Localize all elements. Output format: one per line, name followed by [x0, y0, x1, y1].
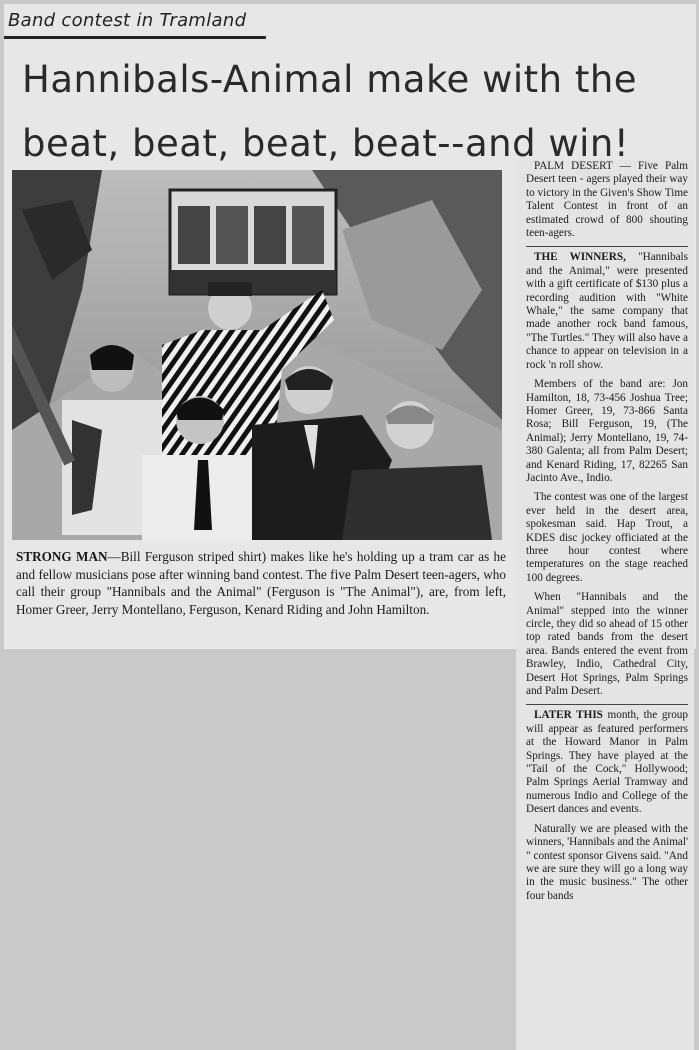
article-paragraph: [526, 251, 688, 372]
tram-car: [170, 190, 336, 294]
article-paragraph: The contest was one of the largest ever held in the desert area, spokesman said. Hap Trout, a KDES disc jockey officiated at the three hour contest where temperatures on the stage reached 100 degrees.: [526, 491, 688, 584]
section-kicker: Band contest in Tramland: [8, 10, 247, 31]
article-paragraph: Members of the band are: Jon Hamilton, 18, 73-456 Joshua Tree; Homer Greer, 19, 73-866 Santa Rosa; Bill Ferguson, 19, (The Animal); Jerry Montellano, 19, 74-380 Galenta; all from Palm Desert; and Kenard Riding, 17, 82265 San Jacinto Ave., Indio.: [526, 378, 688, 484]
headline-line-2: beat, beat, beat, beat--and win!: [22, 122, 630, 165]
paragraph-divider: [526, 246, 688, 247]
article-paragraph: [526, 709, 688, 816]
caption-text: —Bill Ferguson striped shirt) makes like he's holding up a tram car as he and fellow musicians pose after winning band contest. The five Palm Desert teen-agers, who call their group "Hannibals and the Animal" (Ferguson is "The Animal"), are, from left, Homer Greer, Jerry Montellano, Ferguson, Kenard Riding and John Hamilton.: [16, 549, 506, 617]
article-body: [526, 160, 688, 909]
band-photo: [12, 170, 502, 540]
paragraph-lead-in: THE WINNERS,: [534, 251, 626, 264]
article-paragraph: When "Hannibals and the Animal" stepped into the winner circle, they did so ahead of 15 other top rated bands from the desert area. Bands entered the event from Brawley, Indio, Cathedral City, Desert Hot Springs, Palm Springs and Palm Desert.: [526, 591, 688, 698]
article-paragraph: Naturally we are pleased with the winners, 'Hannibals and the Animal' " contest sponsor Givens said. "And we are sure they will go a long way in the music business." The other four bands: [526, 822, 688, 902]
paragraph-text: "Hannibals and the Animal," were presented with a gift certificate of $130 plus a recording audition with "White Whale," the same company that made another rock band famous, "The Turtles." They will also have a chance to appear on television in a rock 'n roll show.: [526, 251, 688, 371]
paragraph-text: month, the group will appear as featured performers at the Howard Manor in Palm Springs. They have played at the "Tail of the Cock," Hollywood; Palm Springs Aerial Tramway and numerous Indio and College of the Desert dances and events.: [526, 709, 688, 816]
headline: [22, 48, 672, 176]
kicker-underline: [4, 36, 266, 39]
paragraph-lead-in: LATER THIS: [534, 709, 603, 722]
band-photo-image: [12, 170, 502, 540]
headline-line-1: Hannibals-Animal make with the: [22, 58, 638, 101]
article-paragraph: PALM DESERT — Five Palm Desert teen - agers played their way to victory in the Given's Show Time Talent Contest in front of an estimated crowd of 800 shouting teen-agers.: [526, 160, 688, 240]
paragraph-divider: [526, 704, 688, 705]
photo-caption: [16, 548, 506, 618]
caption-lead: STRONG MAN: [16, 549, 108, 564]
